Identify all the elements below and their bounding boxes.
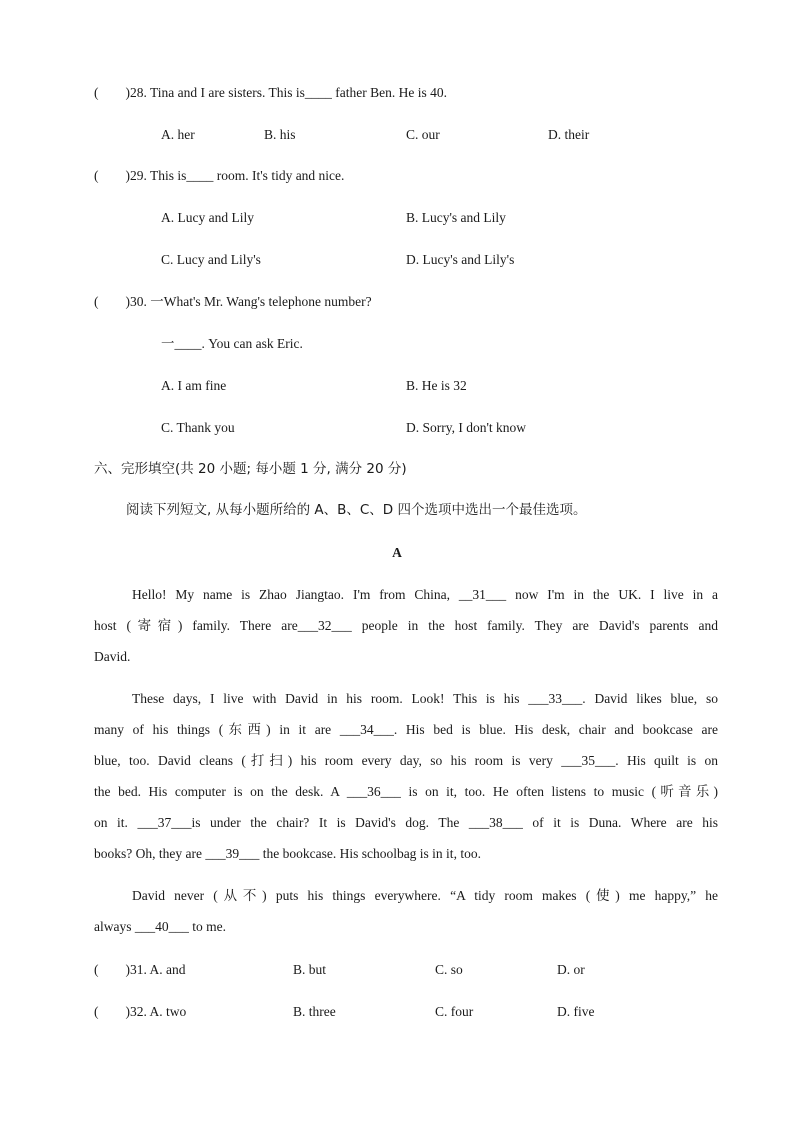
- option-a: A. Lucy and Lily: [161, 210, 254, 225]
- option-a: 31. A. and: [130, 962, 186, 977]
- option-d: D. five: [557, 1004, 595, 1019]
- passage-line: books? Oh, they are ___39___ the bookcase. His schoolbag is in it, too.: [94, 846, 481, 861]
- question-32: [94, 1003, 186, 1021]
- question-30: [94, 293, 372, 311]
- passage-line: These days, I live with David in his room. Look! This is his ___33___. David likes blue, so: [132, 691, 718, 706]
- passage-line: on it. ___37___is under the chair? It is David's dog. The ___38___ of it is Duna. Where are his: [94, 815, 718, 830]
- option-d: D. Sorry, I don't know: [406, 420, 527, 435]
- question-30-response: 一____. You can ask Eric.: [161, 336, 303, 351]
- question-stem: 30. 一What's Mr. Wang's telephone number?: [130, 294, 372, 309]
- option-d: D. their: [548, 127, 590, 142]
- option-a: 32. A. two: [130, 1004, 187, 1019]
- option-a: A. her: [161, 127, 195, 142]
- section-instruction: 阅读下列短文, 从每小题所给的 A、B、C、D 四个选项中选出一个最佳选项。: [126, 502, 587, 518]
- option-c: C. Lucy and Lily's: [161, 252, 261, 267]
- answer-paren: ( ): [94, 85, 130, 100]
- answer-paren: ( ): [94, 168, 130, 183]
- option-c: C. so: [435, 962, 463, 977]
- question-28: [94, 84, 447, 102]
- question-31: [94, 961, 186, 979]
- passage-title: A: [392, 545, 402, 560]
- passage-line: David never (从不) puts his things everywhere. “A tidy room makes (使) me happy,” he: [132, 888, 718, 903]
- option-c: C. four: [435, 1004, 474, 1019]
- answer-paren: ( ): [94, 962, 130, 977]
- option-c: C. Thank you: [161, 420, 235, 435]
- passage-line: many of his things (东西) in it are ___34___. His bed is blue. His desk, chair and bookcase are: [94, 722, 718, 737]
- passage-line: host (寄宿) family. There are___32___ people in the host family. They are David's parents and: [94, 618, 718, 633]
- question-stem: 29. This is____ room. It's tidy and nice.: [130, 168, 345, 183]
- option-c: C. our: [406, 127, 440, 142]
- passage-line: David.: [94, 649, 131, 664]
- option-b: B. but: [293, 962, 327, 977]
- question-stem: 28. Tina and I are sisters. This is____ father Ben. He is 40.: [130, 85, 447, 100]
- passage-line: the bed. His computer is on the desk. A ___36___ is on it, too. He often listens to music (听音乐): [94, 784, 718, 799]
- passage-line: blue, too. David cleans (打扫) his room every day, so his room is very ___35___. His quilt is on: [94, 753, 718, 768]
- option-d: D. Lucy's and Lily's: [406, 252, 515, 267]
- option-d: D. or: [557, 962, 585, 977]
- section-heading: 六、完形填空(共 20 小题; 每小题 1 分, 满分 20 分): [94, 461, 407, 477]
- option-b: B. Lucy's and Lily: [406, 210, 506, 225]
- option-b: B. three: [293, 1004, 336, 1019]
- question-29: [94, 167, 344, 185]
- passage-line: Hello! My name is Zhao Jiangtao. I'm from China, __31___ now I'm in the UK. I live in a: [132, 587, 718, 602]
- option-b: B. He is 32: [406, 378, 467, 393]
- option-b: B. his: [264, 127, 296, 142]
- option-a: A. I am fine: [161, 378, 227, 393]
- passage-line: always ___40___ to me.: [94, 919, 226, 934]
- answer-paren: ( ): [94, 294, 130, 309]
- answer-paren: ( ): [94, 1004, 130, 1019]
